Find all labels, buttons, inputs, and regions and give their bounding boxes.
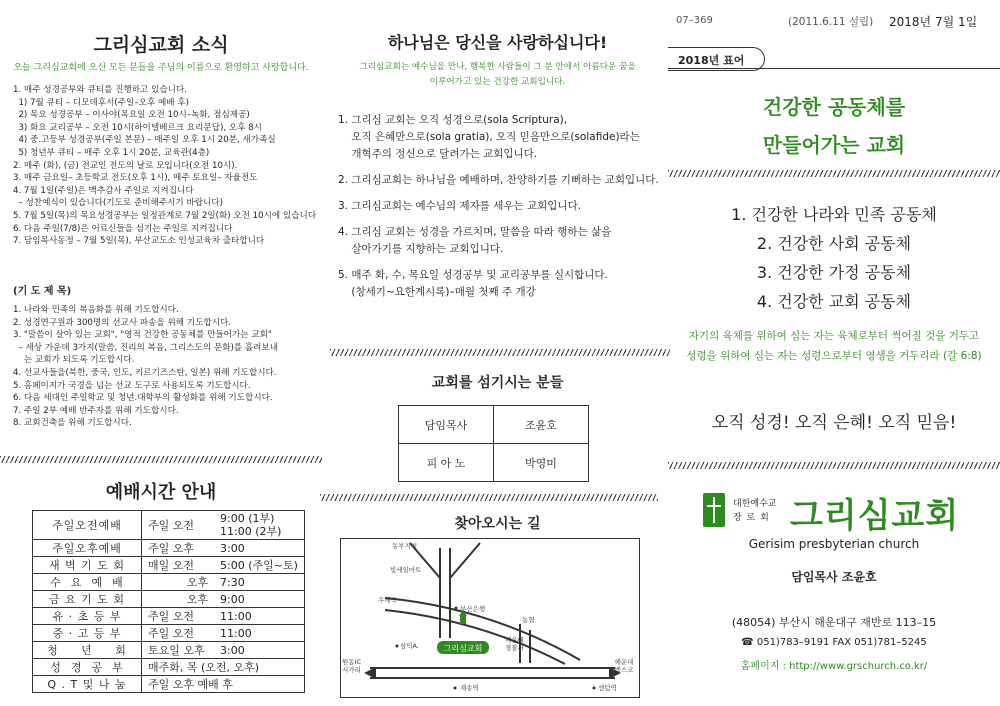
divider xyxy=(668,462,1000,469)
list-item: 1) 7월 큐티 – 디모데후서(주일–오후 예배 후) xyxy=(13,97,189,108)
list-item xyxy=(338,224,658,258)
denomination-line: 장 로 회 xyxy=(733,513,770,523)
divider xyxy=(330,349,670,356)
list-item: 3. 건강한 가정 공동체 xyxy=(756,263,912,282)
service-table xyxy=(32,510,305,693)
list-item: 8. 교회건축을 위해 기도합시다. xyxy=(13,418,132,429)
list-item: – 성찬예식이 있습니다(기도로 준비해주시기 바랍니다) xyxy=(13,198,224,209)
list-item: 6. 다음 세대인 주일학교 및 청년.대학부의 활성화를 위해 기도합시다. xyxy=(13,393,273,404)
table-row xyxy=(33,591,305,608)
service-day: 오후 xyxy=(142,591,215,608)
service-day: 주일 오전 xyxy=(142,608,215,625)
love-list xyxy=(338,112,658,310)
list-item: 3. "말씀이 살아 있는 교회", "영적 건강한 공동체를 만들어가는 교회" xyxy=(13,330,272,341)
map-dot xyxy=(396,645,399,648)
map-border xyxy=(341,539,640,698)
service-day: 주일 오전 xyxy=(142,625,215,642)
list-item: 3) 화요 교리공부 – 오전 10시(하이델베르크 요리문답), 오후 8시 xyxy=(13,122,262,133)
service-name: 새 벽 기 도 회 xyxy=(33,557,142,574)
table-row xyxy=(33,659,305,676)
service-time-line: 7:30 xyxy=(220,575,245,589)
service-time xyxy=(214,608,305,625)
list-item-line: 1. 그리심 교회는 오직 성경으로(sola Scriptura), xyxy=(338,114,568,126)
homepage-link[interactable]: 홈페이지 : http://www.grschurch.co.kr/ xyxy=(740,661,928,672)
table-row xyxy=(33,608,305,625)
table-row xyxy=(33,642,305,659)
service-name: 유 · 초 등 부 xyxy=(33,608,142,625)
table-row xyxy=(33,511,305,540)
table-row xyxy=(399,406,589,444)
service-name: 성 경 공 부 xyxy=(33,659,142,676)
list-item: – 세상 가운데 3가지(말씀, 진리의 복음, 그리스도의 문화)를 흘려보내 xyxy=(13,342,279,353)
map-label-jaesong: 재송역 xyxy=(460,684,479,692)
prayer-list xyxy=(13,304,328,430)
map-label-busan-bank: 부산은행 xyxy=(460,605,486,613)
list-item: 2. 매주 (화), (금) 전교인 전도의 날로 모입니다(오전 10시). xyxy=(13,160,238,171)
service-time-line: 9:00 (1부) xyxy=(220,512,275,525)
service-time xyxy=(214,625,305,642)
denomination-line: 대한예수교 xyxy=(733,499,777,509)
list-item: 2. 성경연구원과 300명의 선교사 파송을 위해 기도합시다. xyxy=(13,317,232,328)
list-item: 4. 선교사들을(북한, 중국, 인도, 키르기즈스탄, 일본) 위해 기도합시다. xyxy=(13,367,277,378)
table-row xyxy=(399,444,589,482)
motto-list xyxy=(668,200,1000,316)
welcome-text: 오늘 그리심교회에 오신 모든 분들을 주님의 이름으로 환영하고 사랑합니다. xyxy=(13,63,309,73)
list-item: 3. 매주 금요일– 초등학교 전도(오후 1시), 매주 토요일– 자율전도 xyxy=(13,173,258,184)
map-title: 찾아오시는 길 xyxy=(454,516,541,532)
address: (48054) 부산시 해운대구 재반로 113–15 xyxy=(731,616,937,629)
table-row xyxy=(33,540,305,557)
service-time-line: 5:00 (주일~토) xyxy=(220,559,298,572)
list-item xyxy=(338,112,658,163)
church-name-en: Gerisim presbyterian church xyxy=(748,537,920,551)
list-item: 7. 주일 2부 예배 반주자를 위해 기도합시다. xyxy=(13,405,179,416)
service-time xyxy=(214,540,305,557)
map-label-wondong: 시가리 xyxy=(342,666,361,674)
list-item: 6. 다음 주일(7/8)은 어료신들을 섬기는 주일로 지켜집니다 xyxy=(13,223,233,234)
list-item xyxy=(338,172,658,189)
server-name: 조윤호 xyxy=(494,406,589,444)
list-item-line: 오직 은혜만으로(sola gratia), 오직 믿음만으로(solafide)라는 xyxy=(338,131,640,143)
map-label-samik: 삼익A. xyxy=(400,642,419,650)
map-label-church: 그리심교회 xyxy=(443,644,483,653)
map-dot xyxy=(455,607,458,610)
love-title: 하나님은 당신을 사랑하십니다! xyxy=(387,33,608,52)
servers-title: 교회를 섬기시는 분들 xyxy=(431,375,564,391)
bulletin-date: 2018년 7월 1일 xyxy=(889,15,978,29)
map-label-wondong: 원동IC xyxy=(342,658,362,666)
server-role: 담임목사 xyxy=(399,406,494,444)
service-time xyxy=(214,591,305,608)
list-item: 4) 중.고등부 성경공부(주일 본문) – 매주일 오후 1시 20분, 새가족실 xyxy=(13,135,276,146)
love-sub-line: 이루어가고 있는 건강한 교회입니다. xyxy=(429,77,566,87)
church-name: 그리심교회 xyxy=(790,496,960,536)
slogan: 오직 성경! 오직 은혜! 오직 믿음! xyxy=(711,413,957,433)
service-name: 주일오전예배 xyxy=(33,511,142,540)
list-item-line: 개혁주의 정신으로 달려가는 교회입니다. xyxy=(338,148,538,160)
service-day: 주일 오전 xyxy=(142,511,215,540)
server-name: 박영미 xyxy=(494,444,589,482)
list-item xyxy=(338,198,658,215)
verse-line: 성령을 위하여 심는 자는 성령으로부터 영생을 거두리라 (갈 6:8) xyxy=(686,350,982,362)
map-label-bitsemi: 빛세일마트 xyxy=(390,566,422,574)
map-label-police: 해운대 xyxy=(505,636,524,644)
service-time-line: 11:00 (2부) xyxy=(220,525,282,538)
service-time-line: 11:00 xyxy=(220,609,252,623)
map-dot xyxy=(454,687,457,690)
service-time xyxy=(214,511,305,540)
map-label-dongbu: 동부지청 xyxy=(392,542,418,550)
bible-verse xyxy=(668,326,1000,366)
services-title: 예배시간 안내 xyxy=(105,482,217,503)
service-name: 금 요 기 도 회 xyxy=(33,591,142,608)
table-row xyxy=(33,676,305,693)
motto-title xyxy=(668,88,1000,164)
divider xyxy=(0,456,322,463)
map-label-nonghyup: 농협 xyxy=(522,616,535,624)
bulletin-code: 07–369 xyxy=(676,15,713,26)
map-dot xyxy=(593,687,596,690)
motto-line: 만들어가는 교회 xyxy=(762,133,906,157)
love-subtitle xyxy=(335,60,660,90)
list-item: 1. 건강한 나라와 민족 공동체 xyxy=(731,205,937,224)
service-name: 주일오후예배 xyxy=(33,540,142,557)
service-time-line: 3:00 xyxy=(220,643,245,657)
list-item: 1. 매주 성경공부와 큐티를 진행하고 있습니다. xyxy=(13,85,188,95)
list-item: 4. 건강한 교회 공동체 xyxy=(756,292,912,311)
list-item xyxy=(338,267,658,301)
list-item-line: (창세기~요한계시록)–매월 첫째 주 개강 xyxy=(338,286,536,298)
motto-line: 건강한 공동체를 xyxy=(762,95,906,119)
service-time: 매주화, 목 (오전, 오후) xyxy=(142,659,305,676)
verse-line: 자기의 육체를 위하여 심는 자는 육체로부터 썩어질 것을 거두고 xyxy=(688,330,980,342)
service-name: 수 요 예 배 xyxy=(33,574,142,591)
love-sub-line: 그리심교회는 예수님을 만나, 행복한 사람들이 그 분 안에서 아름다운 꿈을 xyxy=(359,62,636,72)
service-time-line: 3:00 xyxy=(220,541,245,555)
phone: ☎ 051)783–9191 FAX 051)781–5245 xyxy=(741,637,927,648)
badge-line xyxy=(668,68,1000,69)
list-item: 5) 청년부 큐티 – 매주 오후 1시 20분, 교육관(4층) xyxy=(13,147,210,158)
list-item-line: 5. 매주 화, 수, 목요일 성경공부 및 교리공부를 실시합니다. xyxy=(338,269,608,281)
service-time-line: 9:00 xyxy=(220,592,245,606)
list-item: 2. 건강한 사회 공동체 xyxy=(756,234,912,253)
service-time xyxy=(214,642,305,659)
table-row xyxy=(33,574,305,591)
service-name: 청 년 회 xyxy=(33,642,142,659)
list-item: 1. 나라와 민족의 복음화를 위해 기도합시다. xyxy=(13,305,179,315)
news-title: 그리심교회 소식 xyxy=(93,34,229,56)
list-item: 2) 목요 성경공부 – 이사야(목요일 오전 10시–녹화, 점심제공) xyxy=(13,110,250,121)
map-label-bexco: 해운대 xyxy=(614,658,634,666)
table-row xyxy=(33,625,305,642)
service-time xyxy=(214,574,305,591)
list-item: 7. 담임목사동정 – 7월 5일(목), 부산교도소 인성교육차 출타합니다 xyxy=(13,236,265,247)
map-label-bexco: 벡스코 xyxy=(614,666,634,674)
news-list xyxy=(13,84,323,248)
map-label-police: 경찰서 xyxy=(505,644,524,652)
list-item-line: 4. 그리심 교회는 성경을 가르치며, 말씀을 따라 행하는 삶을 xyxy=(338,226,612,238)
list-item-line: 2. 그리심교회는 하나님을 예배하며, 찬양하기를 기뻐하는 교회입니다. xyxy=(338,174,659,186)
service-day: 매일 오전 xyxy=(142,557,215,574)
denomination xyxy=(733,497,776,525)
prayer-title: (기 도 제 목) xyxy=(13,286,72,297)
list-item: 4. 7월 1일(주일)은 맥추감사 주일로 지켜집니다 xyxy=(13,185,194,196)
church-logo-icon xyxy=(703,493,725,527)
list-item: 5. 7월 5일(목)의 목요성경공부는 일정관계로 7월 2일(화) 오전 10시에 있습니다 xyxy=(13,210,317,221)
divider xyxy=(668,170,1000,177)
service-time xyxy=(214,557,305,574)
servers-table xyxy=(398,405,589,482)
map-label-uje: 우체국 xyxy=(378,596,397,604)
list-item-line: 3. 그리심교회는 예수님의 제자를 세우는 교회입니다. xyxy=(338,200,582,212)
divider xyxy=(320,494,658,501)
pastor-name: 담임목사 조윤호 xyxy=(791,570,877,584)
location-map xyxy=(340,538,640,698)
motto-badge-label: 2018년 표어 xyxy=(678,54,745,67)
table-row xyxy=(33,557,305,574)
server-role: 피 아 노 xyxy=(399,444,494,482)
service-time: 주일 오후 예배 후 xyxy=(142,676,305,693)
map-label-centum: 센텀역 xyxy=(598,684,617,692)
list-item: 는 교회가 되도록 기도합시다. xyxy=(13,355,135,366)
service-day: 주일 오후 xyxy=(142,540,215,557)
service-day: 토요일 오후 xyxy=(142,642,215,659)
list-item-line: 살아가기를 지향하는 교회입니다. xyxy=(338,243,504,255)
service-name: 중 · 고 등 부 xyxy=(33,625,142,642)
list-item: 5. 홈페이지가 국경을 넘는 선교 도구로 사용되도록 기도합시다. xyxy=(13,380,251,391)
founded-date: (2011.6.11 설립) xyxy=(788,16,874,28)
service-time-line: 11:00 xyxy=(220,626,252,640)
service-day: 오후 xyxy=(142,574,215,591)
service-name: Q . T 및 나 눔 xyxy=(33,676,142,693)
